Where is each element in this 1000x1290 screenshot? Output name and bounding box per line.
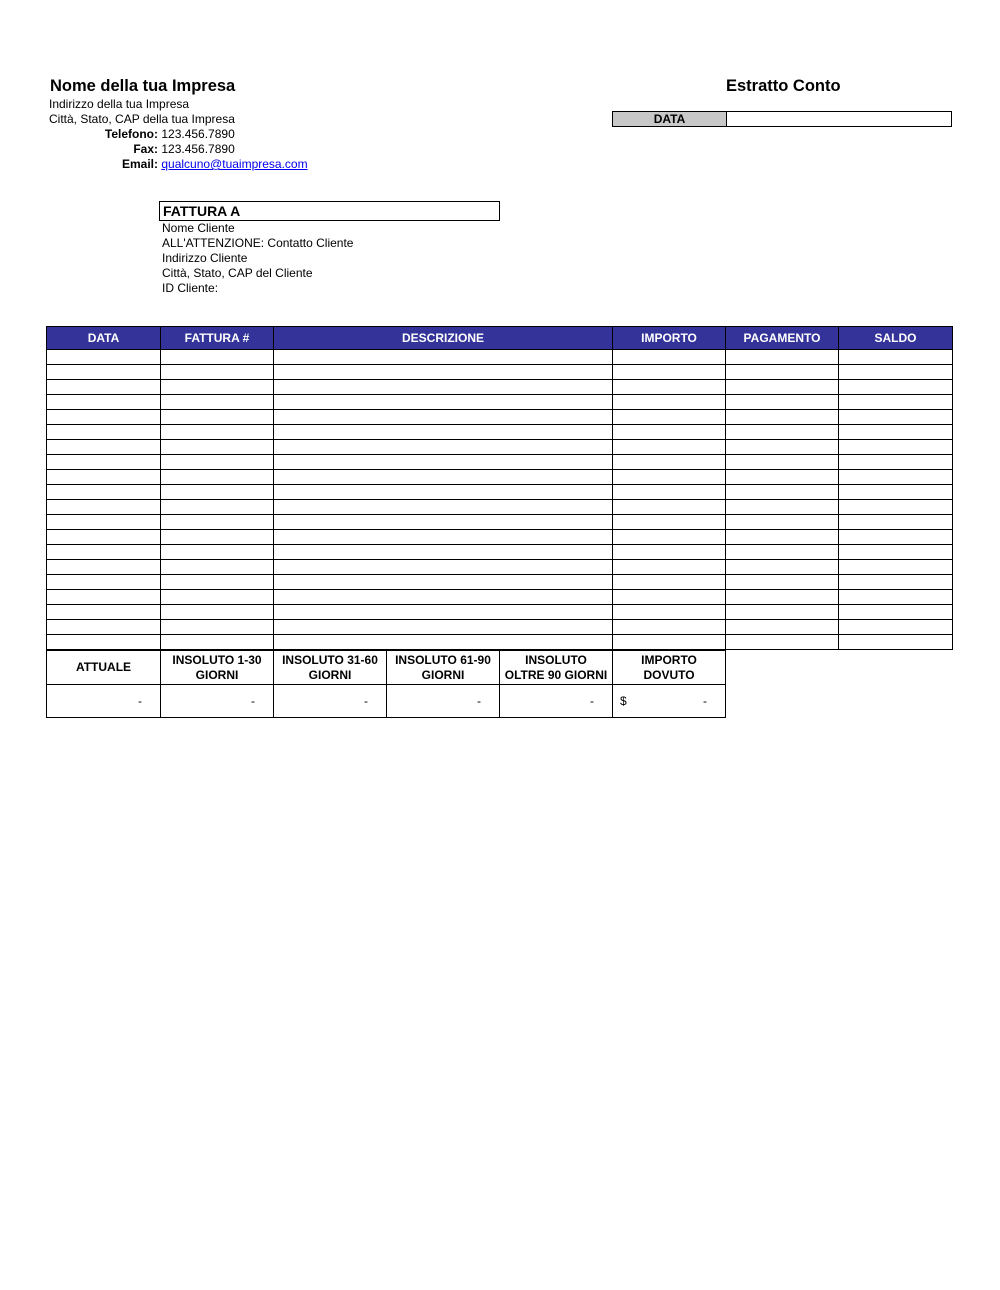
cell-importo[interactable] bbox=[613, 545, 726, 560]
col-header-importo: IMPORTO bbox=[613, 327, 726, 350]
cell-data[interactable] bbox=[47, 380, 161, 395]
cell-pagamento[interactable] bbox=[726, 530, 839, 545]
cell-fattura[interactable] bbox=[161, 575, 274, 590]
bill-to-city-line: Città, Stato, CAP del Cliente bbox=[162, 266, 313, 280]
cell-importo[interactable] bbox=[613, 515, 726, 530]
cell-pagamento[interactable] bbox=[726, 380, 839, 395]
aging-value-row bbox=[47, 685, 726, 718]
table-row bbox=[47, 560, 953, 575]
cell-importo[interactable] bbox=[613, 620, 726, 635]
table-row bbox=[47, 470, 953, 485]
company-address: Indirizzo della tua Impresa bbox=[49, 97, 190, 111]
cell-pagamento[interactable] bbox=[726, 575, 839, 590]
cell-saldo[interactable] bbox=[839, 500, 953, 515]
cell-fattura[interactable] bbox=[161, 545, 274, 560]
cell-saldo[interactable] bbox=[839, 530, 953, 545]
table-row bbox=[47, 455, 953, 470]
cell-data[interactable] bbox=[47, 560, 161, 575]
company-fax-row bbox=[49, 142, 235, 157]
cell-data[interactable] bbox=[47, 410, 161, 425]
cell-fattura[interactable] bbox=[161, 365, 274, 380]
cell-data[interactable] bbox=[47, 515, 161, 530]
table-row bbox=[47, 530, 953, 545]
fax-label: Fax: bbox=[133, 142, 158, 156]
cell-pagamento[interactable] bbox=[726, 485, 839, 500]
aging-header-over-90: INSOLUTO OLTRE 90 GIORNI bbox=[500, 651, 613, 685]
cell-data[interactable] bbox=[47, 350, 161, 365]
cell-data[interactable] bbox=[47, 455, 161, 470]
cell-importo[interactable] bbox=[613, 605, 726, 620]
cell-pagamento[interactable] bbox=[726, 455, 839, 470]
cell-descrizione[interactable] bbox=[274, 455, 613, 470]
cell-fattura[interactable] bbox=[161, 440, 274, 455]
cell-descrizione[interactable] bbox=[274, 350, 613, 365]
cell-saldo[interactable] bbox=[839, 485, 953, 500]
cell-fattura[interactable] bbox=[161, 635, 274, 650]
cell-saldo[interactable] bbox=[839, 470, 953, 485]
cell-saldo[interactable] bbox=[839, 365, 953, 380]
aging-header-61-90: INSOLUTO 61-90 GIORNI bbox=[387, 651, 500, 685]
table-row bbox=[47, 485, 953, 500]
col-header-fattura: FATTURA # bbox=[161, 327, 274, 350]
bill-to-name: Nome Cliente bbox=[162, 221, 235, 235]
statement-date-field[interactable] bbox=[727, 112, 951, 126]
cell-descrizione[interactable] bbox=[274, 530, 613, 545]
cell-saldo[interactable] bbox=[839, 590, 953, 605]
cell-importo[interactable] bbox=[613, 470, 726, 485]
phone-value: 123.456.7890 bbox=[161, 127, 235, 141]
bill-to-attention: ALL'ATTENZIONE: Contatto Cliente bbox=[162, 236, 354, 250]
cell-saldo[interactable] bbox=[839, 635, 953, 650]
email-label: Email: bbox=[121, 157, 158, 171]
cell-fattura[interactable] bbox=[161, 350, 274, 365]
cell-importo[interactable] bbox=[613, 560, 726, 575]
table-row bbox=[47, 440, 953, 455]
cell-pagamento[interactable] bbox=[726, 515, 839, 530]
statement-date-box bbox=[612, 111, 952, 127]
cell-pagamento[interactable] bbox=[726, 620, 839, 635]
aging-value-61-90[interactable]: - bbox=[387, 685, 500, 718]
cell-fattura[interactable] bbox=[161, 500, 274, 515]
cell-fattura[interactable] bbox=[161, 470, 274, 485]
cell-data[interactable] bbox=[47, 395, 161, 410]
table-row bbox=[47, 515, 953, 530]
col-header-data: DATA bbox=[47, 327, 161, 350]
aging-header-31-60: INSOLUTO 31-60 GIORNI bbox=[274, 651, 387, 685]
cell-pagamento[interactable] bbox=[726, 470, 839, 485]
aging-header-row bbox=[47, 651, 726, 685]
cell-pagamento[interactable] bbox=[726, 545, 839, 560]
cell-descrizione[interactable] bbox=[274, 545, 613, 560]
cell-data[interactable] bbox=[47, 635, 161, 650]
cell-data[interactable] bbox=[47, 470, 161, 485]
cell-importo[interactable] bbox=[613, 350, 726, 365]
cell-pagamento[interactable] bbox=[726, 635, 839, 650]
aging-header-amount-due: IMPORTO DOVUTO bbox=[613, 651, 726, 685]
cell-pagamento[interactable] bbox=[726, 365, 839, 380]
aging-table bbox=[46, 650, 726, 718]
cell-data[interactable] bbox=[47, 440, 161, 455]
cell-pagamento[interactable] bbox=[726, 605, 839, 620]
col-header-descrizione: DESCRIZIONE bbox=[274, 327, 613, 350]
cell-descrizione[interactable] bbox=[274, 380, 613, 395]
statement-body bbox=[47, 350, 953, 650]
company-email-row bbox=[49, 157, 308, 172]
company-phone-row bbox=[49, 127, 235, 142]
cell-importo[interactable] bbox=[613, 635, 726, 650]
aging-value-31-60[interactable]: - bbox=[274, 685, 387, 718]
cell-pagamento[interactable] bbox=[726, 425, 839, 440]
cell-importo[interactable] bbox=[613, 590, 726, 605]
statement-date-label: DATA bbox=[613, 112, 727, 126]
cell-fattura[interactable] bbox=[161, 380, 274, 395]
cell-fattura[interactable] bbox=[161, 410, 274, 425]
table-row bbox=[47, 545, 953, 560]
table-row bbox=[47, 425, 953, 440]
statement-header-row bbox=[47, 327, 953, 350]
cell-descrizione[interactable] bbox=[274, 410, 613, 425]
cell-descrizione[interactable] bbox=[274, 500, 613, 515]
cell-saldo[interactable] bbox=[839, 425, 953, 440]
cell-descrizione[interactable] bbox=[274, 605, 613, 620]
aging-value-over-90[interactable]: - bbox=[500, 685, 613, 718]
aging-value-1-30[interactable]: - bbox=[161, 685, 274, 718]
table-row bbox=[47, 620, 953, 635]
cell-fattura[interactable] bbox=[161, 590, 274, 605]
bill-to-address: Indirizzo Cliente bbox=[162, 251, 248, 265]
cell-descrizione[interactable] bbox=[274, 560, 613, 575]
cell-descrizione[interactable] bbox=[274, 365, 613, 380]
cell-importo[interactable] bbox=[613, 395, 726, 410]
cell-saldo[interactable] bbox=[839, 605, 953, 620]
cell-descrizione[interactable] bbox=[274, 395, 613, 410]
table-row bbox=[47, 365, 953, 380]
cell-data[interactable] bbox=[47, 485, 161, 500]
table-row bbox=[47, 410, 953, 425]
cell-fattura[interactable] bbox=[161, 530, 274, 545]
cell-saldo[interactable] bbox=[839, 455, 953, 470]
col-header-saldo: SALDO bbox=[839, 327, 953, 350]
bill-to-header: FATTURA A bbox=[159, 201, 500, 221]
cell-saldo[interactable] bbox=[839, 560, 953, 575]
cell-importo[interactable] bbox=[613, 410, 726, 425]
cell-importo[interactable] bbox=[613, 380, 726, 395]
cell-saldo[interactable] bbox=[839, 620, 953, 635]
cell-descrizione[interactable] bbox=[274, 515, 613, 530]
cell-importo[interactable] bbox=[613, 530, 726, 545]
cell-pagamento[interactable] bbox=[726, 350, 839, 365]
amount-due-value: - bbox=[703, 694, 707, 708]
cell-fattura[interactable] bbox=[161, 620, 274, 635]
company-city-line: Città, Stato, CAP della tua Impresa bbox=[49, 112, 235, 126]
statement-table bbox=[46, 326, 953, 650]
table-row bbox=[47, 635, 953, 650]
cell-pagamento[interactable] bbox=[726, 500, 839, 515]
table-row bbox=[47, 605, 953, 620]
document-title: Estratto Conto bbox=[726, 77, 841, 95]
aging-header-current: ATTUALE bbox=[47, 651, 161, 685]
cell-fattura[interactable] bbox=[161, 515, 274, 530]
cell-importo[interactable] bbox=[613, 575, 726, 590]
cell-data[interactable] bbox=[47, 425, 161, 440]
cell-data[interactable] bbox=[47, 590, 161, 605]
cell-fattura[interactable] bbox=[161, 605, 274, 620]
cell-saldo[interactable] bbox=[839, 545, 953, 560]
cell-descrizione[interactable] bbox=[274, 635, 613, 650]
cell-saldo[interactable] bbox=[839, 395, 953, 410]
cell-descrizione[interactable] bbox=[274, 575, 613, 590]
company-name: Nome della tua Impresa bbox=[50, 77, 236, 95]
cell-data[interactable] bbox=[47, 500, 161, 515]
cell-descrizione[interactable] bbox=[274, 485, 613, 500]
cell-pagamento[interactable] bbox=[726, 410, 839, 425]
aging-header-1-30: INSOLUTO 1-30 GIORNI bbox=[161, 651, 274, 685]
table-row bbox=[47, 350, 953, 365]
cell-descrizione[interactable] bbox=[274, 425, 613, 440]
cell-data[interactable] bbox=[47, 575, 161, 590]
cell-importo[interactable] bbox=[613, 440, 726, 455]
cell-saldo[interactable] bbox=[839, 575, 953, 590]
cell-fattura[interactable] bbox=[161, 485, 274, 500]
cell-data[interactable] bbox=[47, 365, 161, 380]
cell-data[interactable] bbox=[47, 620, 161, 635]
cell-importo[interactable] bbox=[613, 500, 726, 515]
cell-fattura[interactable] bbox=[161, 560, 274, 575]
aging-value-current[interactable]: - bbox=[47, 685, 161, 718]
cell-descrizione[interactable] bbox=[274, 590, 613, 605]
table-row bbox=[47, 395, 953, 410]
email-link[interactable]: qualcuno@tuaimpresa.com bbox=[161, 157, 308, 171]
cell-pagamento[interactable] bbox=[726, 590, 839, 605]
bill-to-client-id: ID Cliente: bbox=[162, 281, 219, 295]
table-row bbox=[47, 380, 953, 395]
cell-saldo[interactable] bbox=[839, 350, 953, 365]
cell-data[interactable] bbox=[47, 605, 161, 620]
cell-fattura[interactable] bbox=[161, 455, 274, 470]
cell-saldo[interactable] bbox=[839, 440, 953, 455]
cell-data[interactable] bbox=[47, 545, 161, 560]
cell-fattura[interactable] bbox=[161, 425, 274, 440]
cell-descrizione[interactable] bbox=[274, 620, 613, 635]
cell-fattura[interactable] bbox=[161, 395, 274, 410]
table-row bbox=[47, 500, 953, 515]
cell-importo[interactable] bbox=[613, 455, 726, 470]
table-row bbox=[47, 590, 953, 605]
phone-label: Telefono: bbox=[104, 127, 158, 141]
cell-descrizione[interactable] bbox=[274, 440, 613, 455]
cell-importo[interactable] bbox=[613, 425, 726, 440]
cell-saldo[interactable] bbox=[839, 515, 953, 530]
fax-value: 123.456.7890 bbox=[161, 142, 235, 156]
cell-pagamento[interactable] bbox=[726, 440, 839, 455]
cell-data[interactable] bbox=[47, 530, 161, 545]
cell-saldo[interactable] bbox=[839, 380, 953, 395]
cell-descrizione[interactable] bbox=[274, 470, 613, 485]
cell-pagamento[interactable] bbox=[726, 395, 839, 410]
cell-importo[interactable] bbox=[613, 485, 726, 500]
cell-saldo[interactable] bbox=[839, 410, 953, 425]
aging-value-amount-due[interactable] bbox=[613, 685, 726, 718]
col-header-pagamento: PAGAMENTO bbox=[726, 327, 839, 350]
table-row bbox=[47, 575, 953, 590]
currency-symbol: $ bbox=[620, 694, 627, 708]
cell-pagamento[interactable] bbox=[726, 560, 839, 575]
cell-importo[interactable] bbox=[613, 365, 726, 380]
